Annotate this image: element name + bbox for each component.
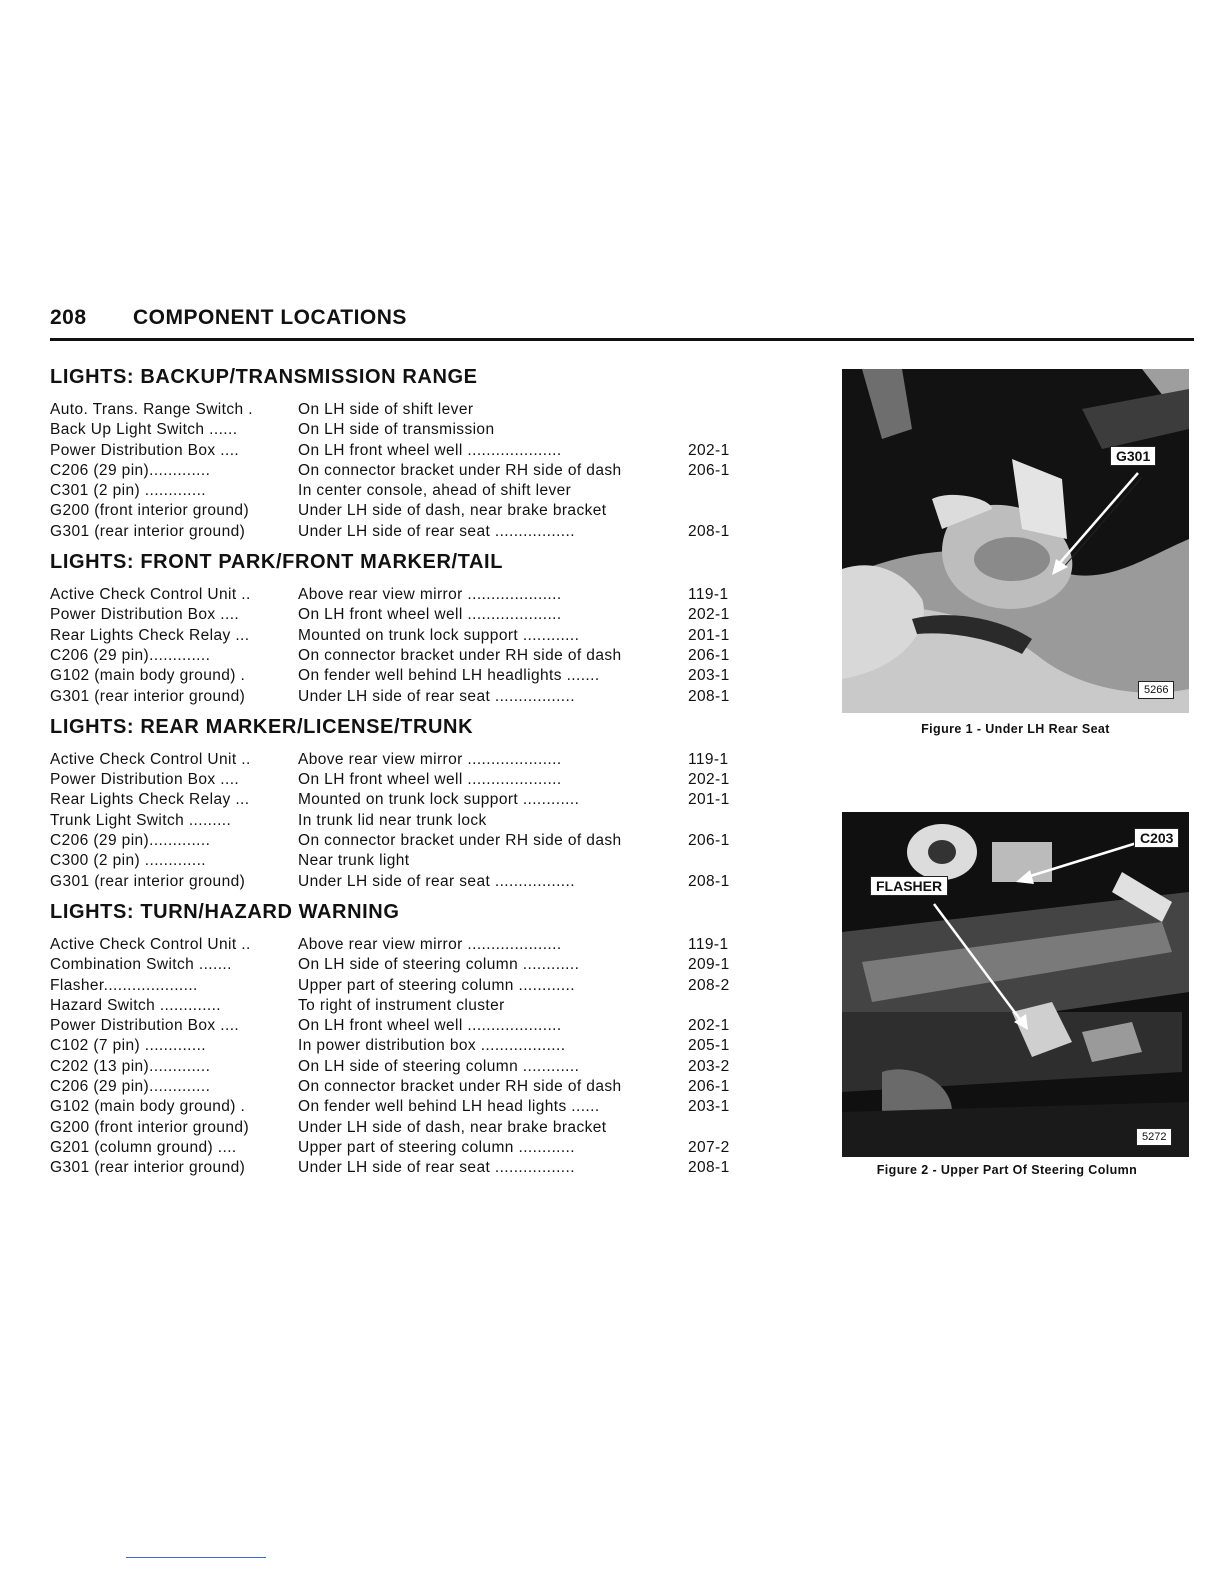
component-name: G301 (rear interior ground) xyxy=(50,687,246,705)
component-location: On LH side of steering column ............ xyxy=(298,1057,580,1075)
figure-reference: 208-1 xyxy=(688,872,730,890)
component-name: G200 (front interior ground) xyxy=(50,1118,250,1136)
component-name: Hazard Switch ............. xyxy=(50,996,222,1014)
component-location: Under LH side of dash, near brake bracket xyxy=(298,502,607,520)
table-row xyxy=(50,1036,750,1056)
table-row xyxy=(50,831,750,851)
figure-2-code: 5272 xyxy=(1136,1128,1172,1146)
component-name: Power Distribution Box .... xyxy=(50,771,240,789)
component-name: G301 (rear interior ground) xyxy=(50,522,246,540)
section xyxy=(50,366,750,542)
component-name: G102 (main body ground) . xyxy=(50,667,246,685)
figure-2-photo-art xyxy=(842,812,1189,1157)
figure-1-code: 5266 xyxy=(1138,681,1174,699)
figure-reference: 202-1 xyxy=(688,606,730,624)
component-name: C206 (29 pin)............. xyxy=(50,1078,211,1096)
component-location: Under LH side of rear seat ................. xyxy=(298,687,575,705)
figure-reference: 209-1 xyxy=(688,956,730,974)
figure-reference: 203-1 xyxy=(688,1098,730,1116)
component-location: On fender well behind LH head lights ...... xyxy=(298,1098,600,1116)
table-row xyxy=(50,1097,750,1117)
table-row xyxy=(50,1077,750,1097)
component-location: Under LH side of dash, near brake bracket xyxy=(298,1118,607,1136)
component-location: On fender well behind LH headlights ....... xyxy=(298,667,600,685)
component-name: Rear Lights Check Relay ... xyxy=(50,791,250,809)
flasher-callout: FLASHER xyxy=(870,876,948,896)
figure-reference: 203-2 xyxy=(688,1057,730,1075)
section-title: LIGHTS: REAR MARKER/LICENSE/TRUNK xyxy=(50,715,474,738)
component-location: Under LH side of rear seat ................. xyxy=(298,1159,575,1177)
table-row xyxy=(50,666,750,686)
table-row xyxy=(50,1118,750,1138)
component-name: Active Check Control Unit .. xyxy=(50,935,251,953)
page-number: 208 xyxy=(50,306,87,329)
component-name: G301 (rear interior ground) xyxy=(50,1159,246,1177)
component-name: C202 (13 pin)............. xyxy=(50,1057,211,1075)
component-name: Active Check Control Unit .. xyxy=(50,586,251,604)
table-row xyxy=(50,790,750,810)
table-row xyxy=(50,687,750,707)
component-name: Active Check Control Unit .. xyxy=(50,750,251,768)
component-location: Under LH side of rear seat ................. xyxy=(298,872,575,890)
section xyxy=(50,901,750,1179)
table-row xyxy=(50,461,750,481)
figure-reference: 201-1 xyxy=(688,791,730,809)
component-name: Power Distribution Box .... xyxy=(50,606,240,624)
component-location: Under LH side of rear seat ................. xyxy=(298,522,575,540)
section xyxy=(50,551,750,707)
table-row xyxy=(50,851,750,871)
section-title: LIGHTS: FRONT PARK/FRONT MARKER/TAIL xyxy=(50,551,504,574)
figure-reference: 202-1 xyxy=(688,771,730,789)
table-row xyxy=(50,976,750,996)
table-row xyxy=(50,1016,750,1036)
figure-reference: 208-1 xyxy=(688,1159,730,1177)
component-location: To right of instrument cluster xyxy=(298,996,505,1014)
component-name: C206 (29 pin)............. xyxy=(50,646,211,664)
component-location: In power distribution box .................. xyxy=(298,1037,566,1055)
component-name: Power Distribution Box .... xyxy=(50,441,240,459)
c203-callout: C203 xyxy=(1134,828,1179,848)
table-row xyxy=(50,522,750,542)
table-row xyxy=(50,585,750,605)
section xyxy=(50,716,750,892)
figure-1-caption: Figure 1 - Under LH Rear Seat xyxy=(921,722,1110,736)
component-location: On connector bracket under RH side of dash xyxy=(298,461,622,479)
table-row xyxy=(50,935,750,955)
component-location: Upper part of steering column ............ xyxy=(298,976,575,994)
component-name: Trunk Light Switch ......... xyxy=(50,811,232,829)
component-location: On LH side of transmission xyxy=(298,421,495,439)
table-row xyxy=(50,996,750,1016)
component-name: Flasher.................... xyxy=(50,976,198,994)
component-location: Upper part of steering column ............ xyxy=(298,1138,575,1156)
figure-reference: 208-1 xyxy=(688,522,730,540)
table-row xyxy=(50,481,750,501)
figure-1-photo xyxy=(842,369,1189,713)
component-name: Power Distribution Box .... xyxy=(50,1017,240,1035)
table-row xyxy=(50,811,750,831)
component-location: Near trunk light xyxy=(298,852,410,870)
component-location: On connector bracket under RH side of dash xyxy=(298,1078,622,1096)
figure-reference: 202-1 xyxy=(688,441,730,459)
figure-reference: 119-1 xyxy=(688,750,729,768)
component-location: On LH front wheel well .................... xyxy=(298,441,562,459)
component-location: On LH front wheel well .................... xyxy=(298,771,562,789)
table-row xyxy=(50,955,750,975)
figure-reference: 208-1 xyxy=(688,687,730,705)
table-row xyxy=(50,605,750,625)
component-name: C300 (2 pin) ............. xyxy=(50,852,206,870)
table-row xyxy=(50,646,750,666)
component-name: C301 (2 pin) ............. xyxy=(50,482,206,500)
figure-2-photo xyxy=(842,812,1189,1157)
figure-reference: 201-1 xyxy=(688,626,730,644)
component-location: On connector bracket under RH side of dash xyxy=(298,646,622,664)
component-name: C206 (29 pin)............. xyxy=(50,461,211,479)
table-row xyxy=(50,626,750,646)
component-name: Auto. Trans. Range Switch . xyxy=(50,401,253,418)
figure-reference: 207-2 xyxy=(688,1138,730,1156)
component-location: Mounted on trunk lock support ............ xyxy=(298,791,580,809)
figure-reference: 206-1 xyxy=(688,1078,730,1096)
component-location: On LH front wheel well .................... xyxy=(298,606,562,624)
component-location: Above rear view mirror .................... xyxy=(298,750,562,768)
component-location: On connector bracket under RH side of dash xyxy=(298,832,622,850)
table-row xyxy=(50,1057,750,1077)
table-row xyxy=(50,872,750,892)
figure-reference: 119-1 xyxy=(688,586,729,604)
component-name: G301 (rear interior ground) xyxy=(50,872,246,890)
g301-callout: G301 xyxy=(1110,446,1156,466)
section-title: LIGHTS: BACKUP/TRANSMISSION RANGE xyxy=(50,366,478,388)
figure-reference: 205-1 xyxy=(688,1037,730,1055)
component-location: Mounted on trunk lock support ............ xyxy=(298,626,580,644)
page-header xyxy=(50,306,1194,341)
section-title: LIGHTS: TURN/HAZARD WARNING xyxy=(50,900,400,923)
figure-2-caption: Figure 2 - Upper Part Of Steering Column xyxy=(876,1163,1138,1177)
component-name: C102 (7 pin) ............. xyxy=(50,1037,206,1055)
figure-reference: 202-1 xyxy=(688,1017,730,1035)
component-name: G201 (column ground) .... xyxy=(50,1138,237,1156)
page-title: COMPONENT LOCATIONS xyxy=(133,306,407,329)
component-name: Rear Lights Check Relay ... xyxy=(50,626,250,644)
figure-reference: 208-2 xyxy=(688,976,730,994)
figure-1-photo-art xyxy=(842,369,1189,713)
component-location: In trunk lid near trunk lock xyxy=(298,811,487,829)
table-row xyxy=(50,1158,750,1178)
component-location: On LH front wheel well .................... xyxy=(298,1017,562,1035)
figure-reference: 206-1 xyxy=(688,461,730,479)
table-row xyxy=(50,441,750,461)
component-location: On LH side of steering column ............ xyxy=(298,956,580,974)
component-location: Above rear view mirror .................... xyxy=(298,586,562,604)
component-name: Back Up Light Switch ...... xyxy=(50,421,238,439)
component-location: On LH side of shift lever xyxy=(298,401,474,418)
footer-link-underline xyxy=(126,1557,266,1558)
component-location: Above rear view mirror .................... xyxy=(298,935,562,953)
table-row xyxy=(50,1138,750,1158)
component-location-tables xyxy=(50,366,750,1188)
table-row xyxy=(50,501,750,521)
table-row xyxy=(50,770,750,790)
component-location: In center console, ahead of shift lever xyxy=(298,482,572,500)
table-row xyxy=(50,750,750,770)
figure-reference: 203-1 xyxy=(688,667,730,685)
component-name: G102 (main body ground) . xyxy=(50,1098,246,1116)
figure-reference: 119-1 xyxy=(688,935,729,953)
component-name: G200 (front interior ground) xyxy=(50,502,250,520)
component-name: C206 (29 pin)............. xyxy=(50,832,211,850)
figure-reference: 206-1 xyxy=(688,832,730,850)
table-row xyxy=(50,420,750,440)
figure-reference: 206-1 xyxy=(688,646,730,664)
component-name: Combination Switch ....... xyxy=(50,956,232,974)
table-row xyxy=(50,400,750,420)
